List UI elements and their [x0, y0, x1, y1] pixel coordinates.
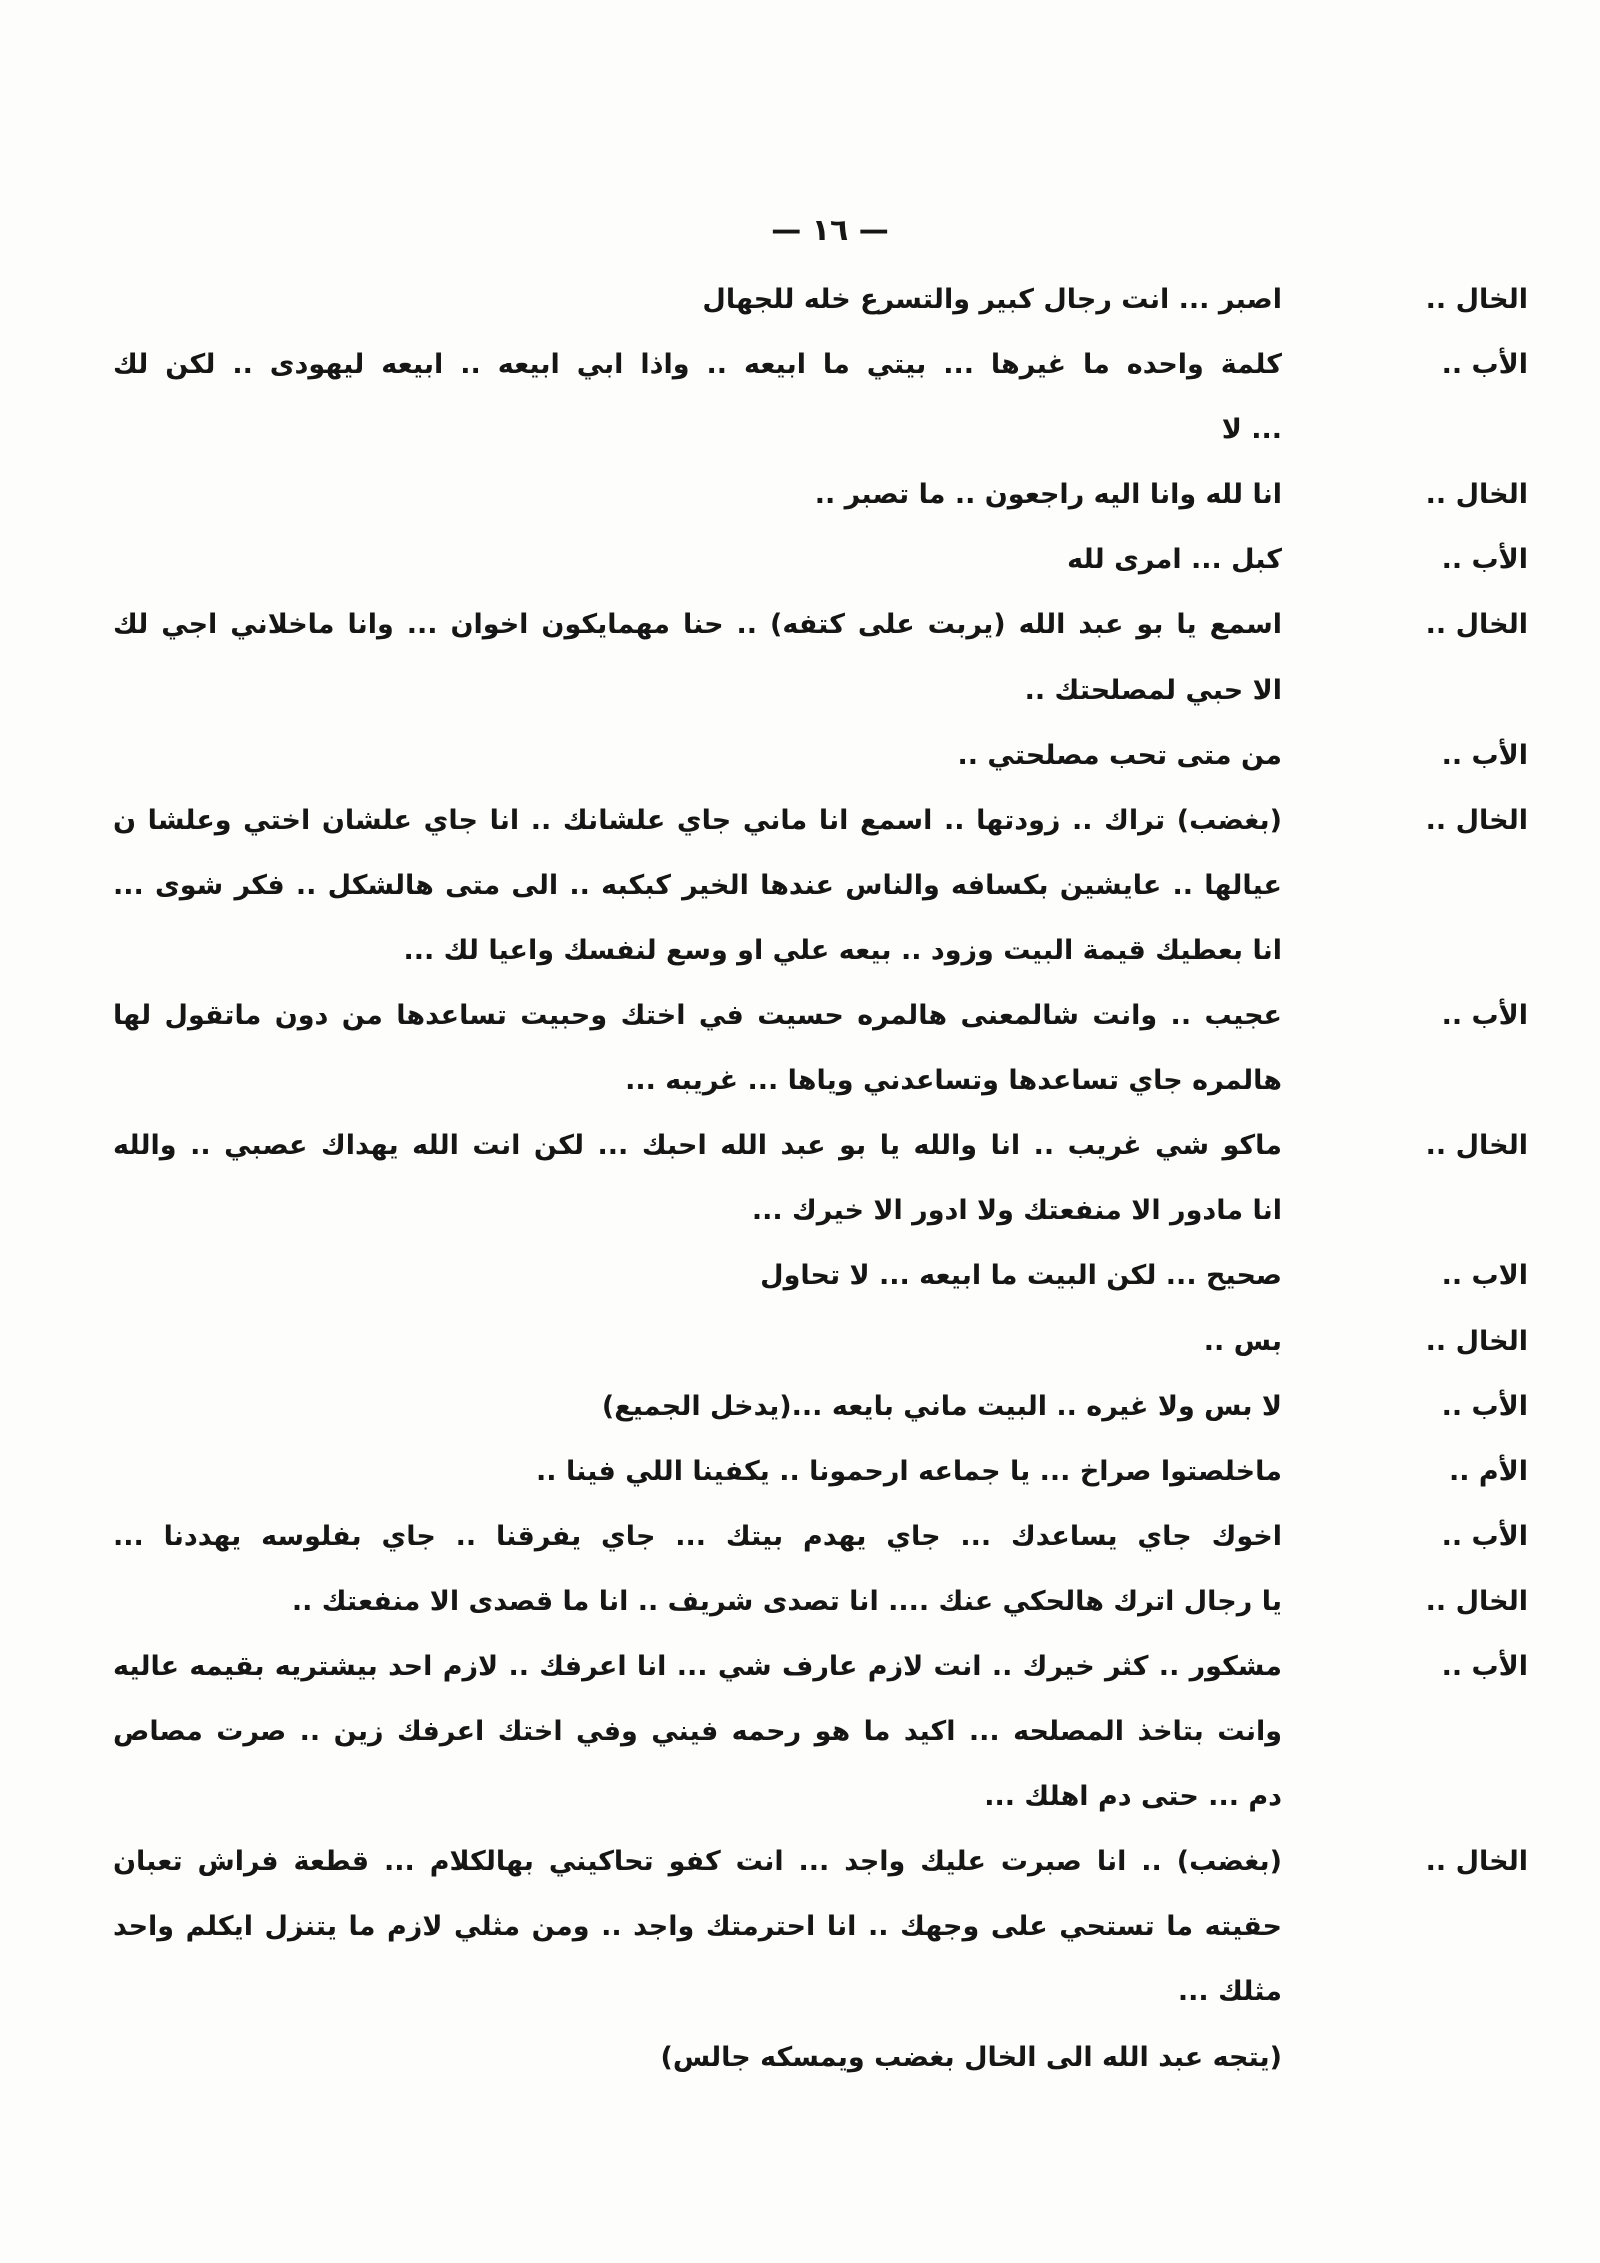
script-entry: [113, 1829, 1528, 2024]
script-entry: [113, 788, 1528, 983]
stage-direction: (يتجه عبد الله الى الخال بغضب ويمسكه جالس): [660, 2041, 1282, 2073]
dialogue: [113, 1569, 1282, 1634]
dialogue: [113, 788, 1282, 983]
dialogue-line: لا بس ولا غيره .. البيت ماني بايعه ...(يدخل الجميع): [601, 1390, 1282, 1422]
dialogue-line: مثلك ...: [1177, 1976, 1282, 2008]
speaker-name: الخال ..: [1425, 284, 1528, 315]
dialogue: [113, 592, 1282, 722]
script-entry: [113, 1309, 1528, 1374]
dialogue: [113, 1439, 1282, 1504]
speaker-name: الاب ..: [1441, 1260, 1528, 1292]
speaker-name: الأم ..: [1448, 1455, 1528, 1487]
dialogue-line: حقيته ما تستحي على وجهك .. انا احترمتك واجد .. ومن مثلي لازم ما يتنزل ايكلم واحد: [113, 1911, 1282, 1943]
speaker-name: الأب ..: [1441, 349, 1528, 381]
stage-direction-entry: [113, 2025, 1528, 2090]
dialogue: [113, 1113, 1282, 1243]
dialogue-line: اسمع يا بو عبد الله (يربت على كتفه) .. حنا مهمايكون اخوان ... وانا ماخلاني اجي لك: [113, 609, 1282, 641]
script-entry: [113, 267, 1528, 332]
speaker-name: الأب ..: [1441, 1390, 1528, 1422]
dialogue-line: ... لا: [1221, 414, 1282, 446]
dialogue-line: الا حبي لمصلحتك ..: [1024, 674, 1282, 706]
dialogue-line: (بغضب) .. انا صبرت عليك واجد ... انت كفو تحاكيني بهالكلام ... قطعة فراش تعبان: [113, 1846, 1282, 1878]
dialogue-line: (بغضب) تراك .. زودتها .. اسمع انا ماني جاي علشانك .. انا جاي علشان اختي وعلشا ن: [113, 804, 1282, 836]
speaker-name: الأب ..: [1441, 739, 1528, 771]
dialogue-line: كبل ... امرى لله: [1067, 544, 1282, 576]
script-entry: [113, 592, 1528, 722]
dialogue-line: هالمره جاي تساعدها وتساعدني وياها ... غريبه ...: [625, 1065, 1282, 1097]
script-entry: [113, 723, 1528, 788]
dialogue-line: كلمة واحده ما غيرها ... بيتي ما ابيعه .. واذا ابي ابيعه .. ابيعه ليهودى .. لكن لك: [113, 349, 1282, 381]
speaker-spacer: [1282, 2025, 1528, 2090]
dialogue-line: عجيب .. وانت شالمعنى هالمره حسيت في اختك وحبيت تساعدها من دون ماتقول لها: [113, 1000, 1282, 1032]
speaker-name: الخال ..: [1425, 1325, 1528, 1357]
speaker-name: الأب ..: [1441, 1650, 1528, 1682]
dialogue: [113, 462, 1282, 527]
script-entry: [113, 1374, 1528, 1439]
dialogue: [113, 1829, 1282, 2024]
script-entry: [113, 527, 1528, 592]
dialogue-line: مشكور .. كثر خيرك .. انت لازم عارف شي ... انا اعرفك .. لازم احد بيشتريه بقيمه عاليه: [113, 1650, 1282, 1682]
dialogue: [113, 723, 1282, 788]
speaker-name: الأب ..: [1441, 1000, 1528, 1032]
dialogue: [113, 1309, 1282, 1374]
speaker-name: الخال ..: [1425, 1130, 1528, 1162]
script-page: [113, 267, 1528, 2090]
speaker-name: الأب ..: [1441, 1520, 1528, 1552]
script-entry: [113, 1243, 1528, 1308]
dialogue-line: عيالها .. عايشين بكسافه والناس عندها الخير كبكبه .. الى متى هالشكل .. فكر شوى ...: [113, 869, 1282, 901]
script-entry: [113, 983, 1528, 1113]
dialogue-line: من متى تحب مصلحتي ..: [957, 739, 1282, 771]
script-entry: [113, 1569, 1528, 1634]
dialogue-line: يا رجال اترك هالحكي عنك .... انا تصدى شريف .. انا ما قصدى الا منفعتك ..: [291, 1585, 1282, 1617]
speaker-name: الأب ..: [1441, 544, 1528, 576]
page-number: — ١٦ —: [771, 213, 889, 248]
dialogue: [113, 332, 1282, 462]
dialogue-line: انا مادور الا منفعتك ولا ادور الا خيرك ...: [751, 1195, 1282, 1227]
speaker-name: الخال ..: [1425, 479, 1528, 511]
dialogue-line: صحيح ... لكن البيت ما ابيعه ... لا تحاول: [760, 1260, 1282, 1292]
dialogue-line: دم ... حتى دم اهلك ...: [984, 1781, 1282, 1813]
dialogue: [113, 1374, 1282, 1439]
script-entry: [113, 1504, 1528, 1569]
script-entry: [113, 1113, 1528, 1243]
dialogue-line: انا لله وانا اليه راجعون .. ما تصبر ..: [814, 479, 1282, 511]
script-entry: [113, 462, 1528, 527]
dialogue-line: انا بعطيك قيمة البيت وزود .. بيعه علي او وسع لنفسك واعيا لك ...: [403, 934, 1282, 966]
dialogue: [113, 1634, 1282, 1829]
dialogue-line: بس ..: [1203, 1325, 1282, 1357]
speaker-name: الخال ..: [1425, 1585, 1528, 1617]
dialogue: [113, 2025, 1282, 2090]
speaker-name: الخال ..: [1425, 804, 1528, 836]
dialogue-line: ماكو شي غريب .. انا والله يا بو عبد الله احبك ... لكن انت الله يهداك عصبي .. والله: [113, 1130, 1282, 1162]
dialogue: [113, 527, 1282, 592]
dialogue: [113, 1243, 1282, 1308]
dialogue-line: اصبر ... انت رجال كبير والتسرع خله للجهال: [702, 284, 1282, 315]
script-entry: [113, 1634, 1528, 1829]
dialogue: [113, 1504, 1282, 1569]
speaker-name: الخال ..: [1425, 1846, 1528, 1878]
speaker-name: الخال ..: [1425, 609, 1528, 641]
dialogue-line: اخوك جاي يساعدك ... جاي يهدم بيتك ... جاي يفرقنا .. جاي بفلوسه يهددنا ...: [113, 1520, 1282, 1552]
dialogue-line: ماخلصتوا صراخ ... يا جماعه ارحمونا .. يكفينا اللي فينا ..: [536, 1455, 1282, 1487]
script-entry: [113, 1439, 1528, 1504]
dialogue: [113, 267, 1282, 332]
script-entry: [113, 332, 1528, 462]
dialogue-line: وانت بتاخذ المصلحه ... اكيد ما هو رحمه فيني وفي اختك اعرفك زين .. صرت مصاص: [113, 1716, 1282, 1748]
dialogue: [113, 983, 1282, 1113]
